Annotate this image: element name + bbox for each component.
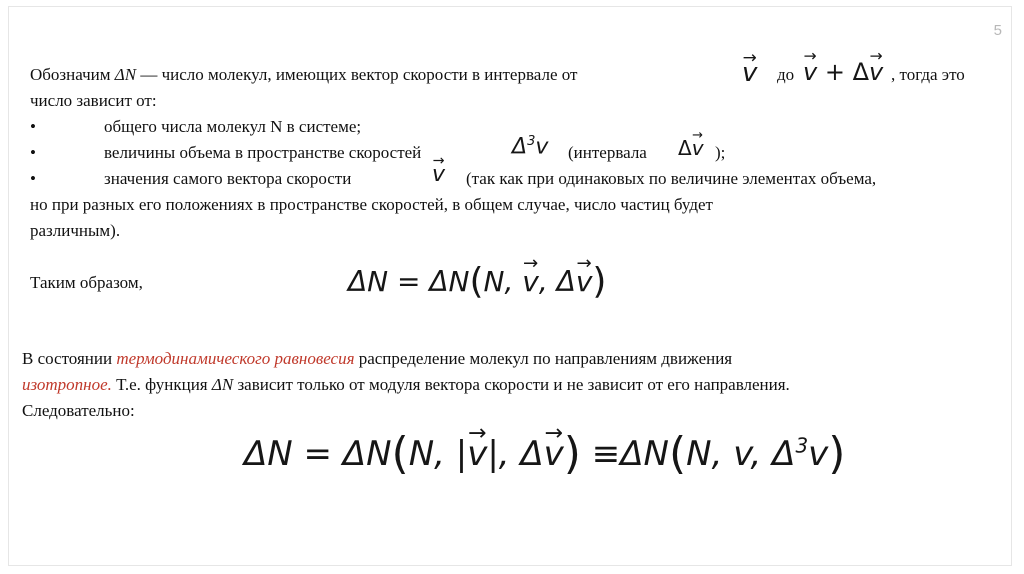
vector-dv: → v — [869, 58, 883, 86]
para1-text-middle: — число молекул, имеющих вектор скорости в интервале от — [136, 65, 578, 84]
vector-dv-2: → v — [692, 136, 704, 160]
para2-text-start: В состоянии — [22, 349, 117, 368]
thus-label: Таким образом, — [30, 273, 143, 292]
para2-line2-end: зависит только от модуля вектора скорости и не зависит от его направления. — [233, 375, 790, 394]
para1-line1 — [30, 62, 577, 87]
bullet-3-line2: но при разных его положениях в пространстве скоростей, в общем случае, число частиц будет — [30, 195, 713, 214]
deltaN-symbol: ΔN — [114, 65, 137, 84]
vector-v-2: → v — [803, 58, 817, 86]
vector-v-formula — [742, 58, 757, 88]
para2-line2 — [22, 372, 790, 397]
bullet-2-paren: (интервала — [568, 143, 647, 162]
bullet-1-text: общего числа молекул N в системе; — [104, 117, 362, 136]
bullet-2-text: величины объема в пространстве скоростей — [104, 143, 422, 162]
do-word: до — [777, 65, 795, 84]
final-formula: ΔN = ΔN(N, |→ v|, Δ→ v) ≡ΔN(N, v, $\Delta^3v$) — [244, 428, 845, 479]
para1-line1-end: , тогда это — [891, 65, 965, 84]
page-number: 5 — [993, 22, 1002, 39]
bullet-3-line3: различным). — [30, 221, 121, 240]
v-plus-dv-formula: → v + Δ→ v — [803, 58, 883, 86]
para1-text-start: Обозначим — [30, 65, 115, 84]
d3v-formula: $\Delta^3v$ — [512, 134, 549, 160]
para2-text-end: распределение молекул по направлениям движения — [354, 349, 733, 368]
para2-line1 — [22, 346, 732, 371]
para2-line2-start: Т.е. функция — [111, 375, 212, 394]
bullet-2-marker: • — [30, 143, 36, 162]
vector-v-3: → v — [432, 162, 445, 187]
deltaN-symbol-2: ΔN — [211, 375, 234, 394]
thus-formula: ΔN = ΔN(N, → v, Δ→ v) — [348, 261, 606, 302]
dv-formula: Δ→ v — [678, 136, 704, 160]
equiv-symbol: ≡ — [591, 434, 621, 474]
bullet-3-text: значения самого вектора скорости — [104, 169, 352, 188]
para2-line3: Следовательно: — [22, 401, 135, 420]
thermo-equilibrium-term: термодинамического равновесия — [116, 349, 355, 368]
bullet-1-marker: • — [30, 117, 36, 136]
vector-v-formula-2 — [432, 162, 445, 187]
vector-v: → v — [742, 58, 757, 88]
bullet-2-close: ); — [715, 143, 726, 162]
bullet-3-marker: • — [30, 169, 36, 188]
para1-line2: число зависит от: — [30, 91, 157, 110]
isotropic-term: изотропное. — [22, 375, 112, 394]
bullet-3-rest: (так как при одинаковых по величине элементах объема, — [466, 169, 877, 188]
